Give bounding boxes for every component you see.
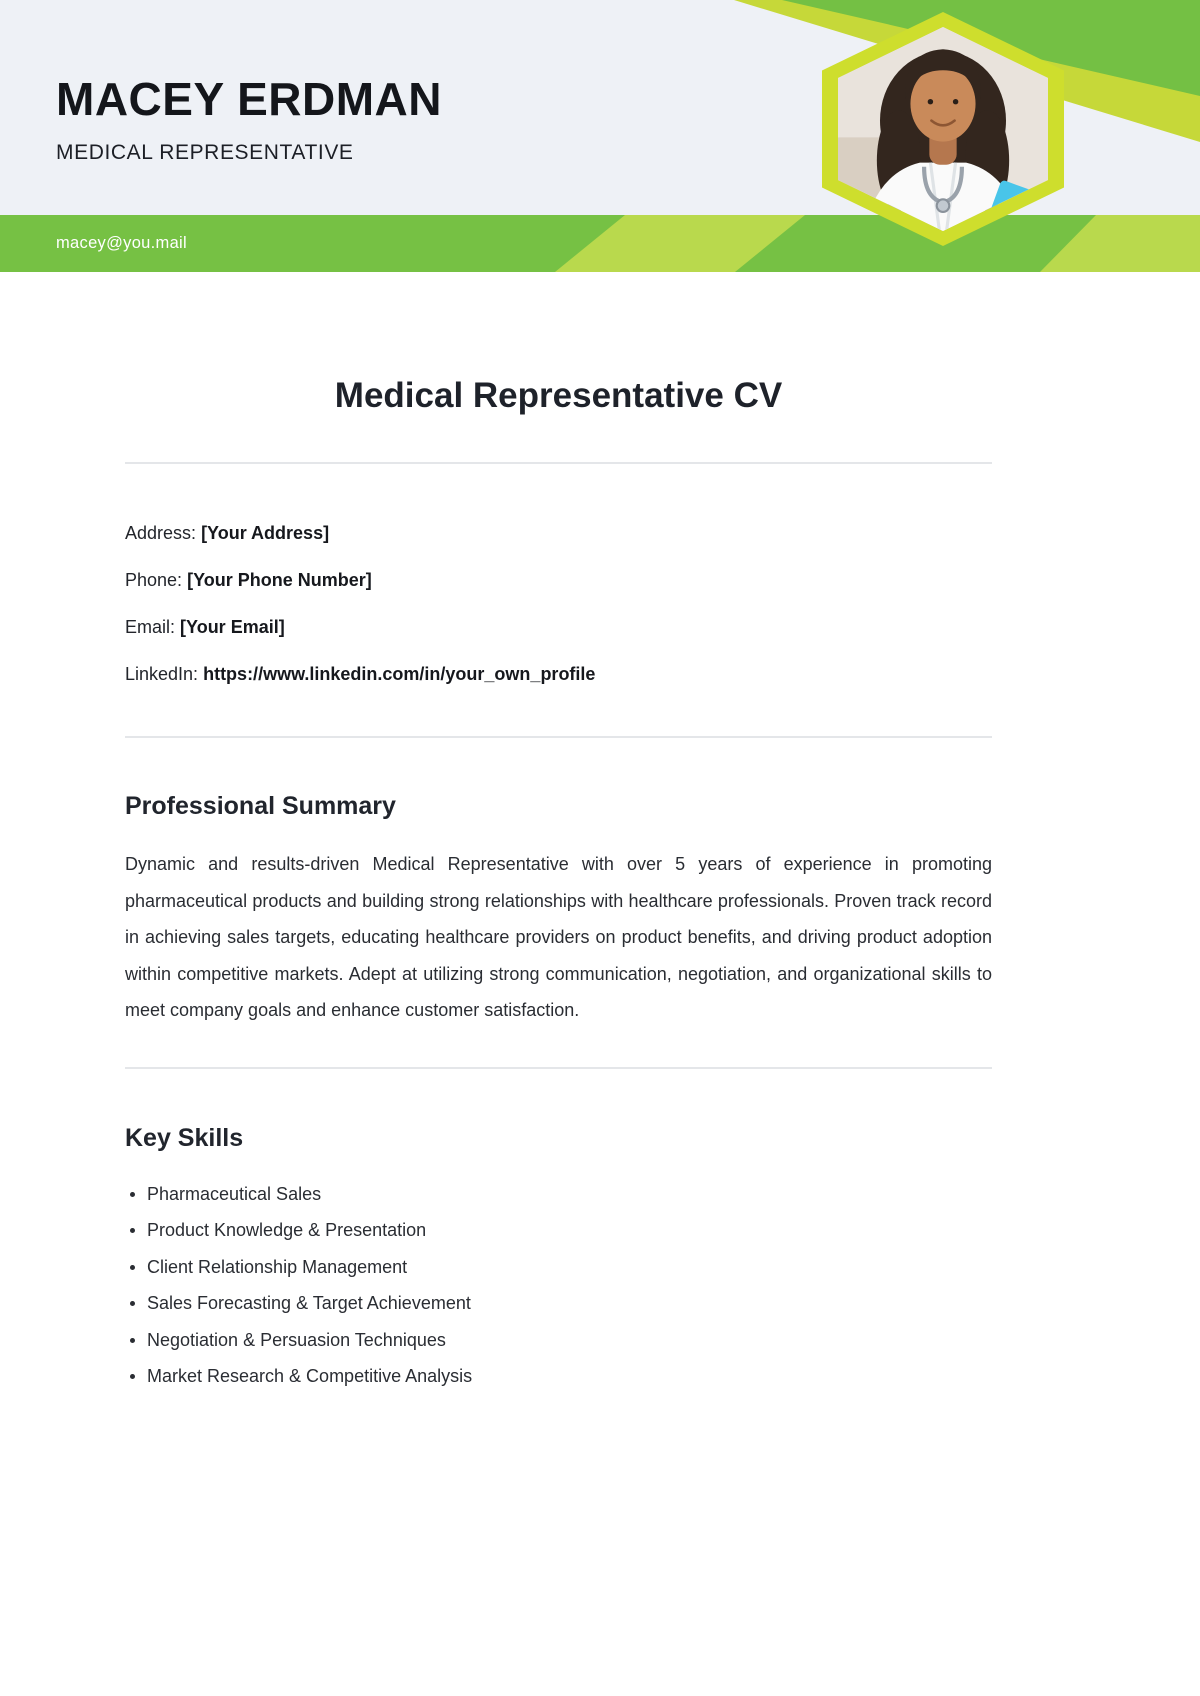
- contact-value: [Your Address]: [201, 523, 330, 543]
- contact-value: [Your Phone Number]: [187, 570, 372, 590]
- section-divider: [125, 736, 992, 738]
- section-divider: [125, 1067, 992, 1069]
- profile-photo: [838, 27, 1048, 231]
- email-banner: [0, 215, 1200, 272]
- email-text: macey@you.mail: [56, 234, 187, 252]
- contact-label: Email:: [125, 617, 176, 637]
- cv-body: [125, 272, 992, 1395]
- summary-paragraph: Dynamic and results-driven Medical Representative with over 5 years of experience in promoting pharmaceutical products and building strong relationships with healthcare professionals. Proven track record in achieving sales targets, educating healthcare providers on product benefits, and driving product adoption within competitive markets. Adept at utilizing strong communication, negotiation, and organizational skills to meet company goals and enhance customer satisfaction.: [125, 854, 992, 1021]
- contact-label: LinkedIn:: [125, 664, 199, 684]
- person-name: MACEY ERDMAN: [56, 73, 442, 125]
- skill-item: Client Relationship Management: [125, 1249, 992, 1286]
- section-divider: [125, 462, 992, 464]
- banner-accent-left: [555, 215, 805, 272]
- contact-line-address: [125, 521, 992, 545]
- skill-item: Pharmaceutical Sales: [125, 1176, 992, 1213]
- contact-label: Phone:: [125, 570, 183, 590]
- skill-item: Product Knowledge & Presentation: [125, 1212, 992, 1249]
- banner-accent-right: [1040, 215, 1200, 272]
- skill-item: Sales Forecasting & Target Achievement: [125, 1285, 992, 1322]
- linkedin-url: https://www.linkedin.com/in/your_own_profile: [203, 664, 596, 684]
- contact-block: [125, 521, 992, 686]
- contact-value: [Your Email]: [180, 617, 285, 637]
- contact-line-phone: [125, 568, 992, 592]
- skill-item: Market Research & Competitive Analysis: [125, 1358, 992, 1395]
- document-title: Medical Representative CV: [334, 376, 783, 415]
- summary-heading: Professional Summary: [125, 792, 396, 820]
- skills-list: [125, 1176, 992, 1395]
- skills-heading: Key Skills: [125, 1123, 244, 1152]
- contact-line-linkedin: [125, 662, 992, 686]
- person-role: MEDICAL REPRESENTATIVE: [56, 141, 354, 164]
- contact-line-email: [125, 615, 992, 639]
- skill-item: Negotiation & Persuasion Techniques: [125, 1322, 992, 1359]
- contact-label: Address:: [125, 523, 197, 543]
